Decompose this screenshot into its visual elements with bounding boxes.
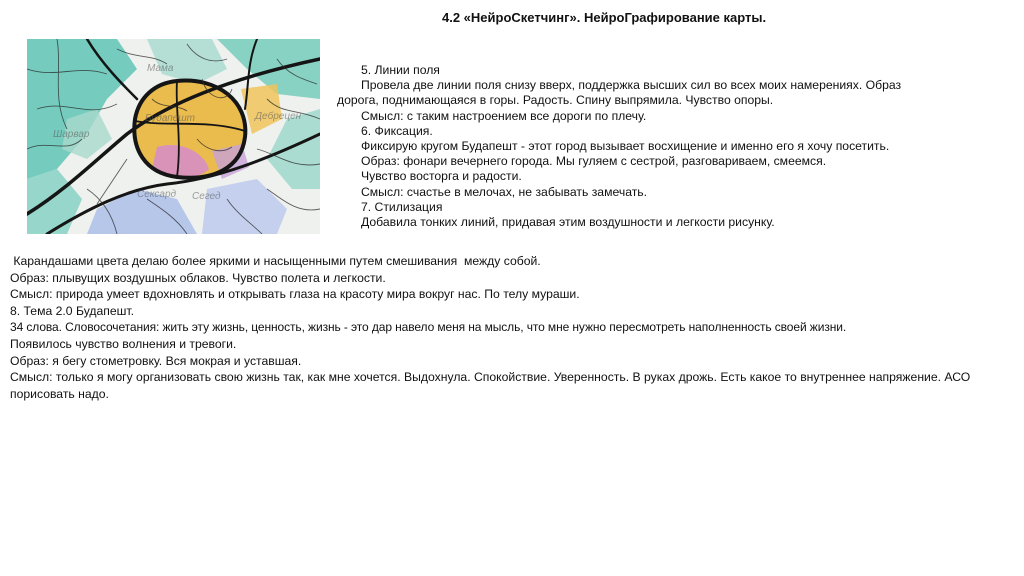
slide-title: 4.2 «НейроСкетчинг». НейроГрафирование карты. [442, 10, 767, 25]
text-line: Образ: плывущих воздушных облаков. Чувство полета и легкости. [10, 270, 386, 285]
right-text-block [337, 63, 901, 230]
text-line: Фиксирую кругом Будапешт - этот город вызывает восхищение и именно его я хочу посетить. [361, 139, 890, 154]
text-line: 6. Фиксация. [361, 123, 433, 138]
text-line: Добавила тонких линий, придавая этим воздушности и легкости рисунку. [361, 215, 775, 230]
neurographic-map-image [27, 39, 320, 234]
text-line: Образ: я бегу стометровку. Вся мокрая и уставшая. [10, 353, 302, 368]
text-line: Карандашами цвета делаю более яркими и насыщенными путем смешивания между собой. [10, 254, 541, 268]
svg-text:Мама: Мама [147, 63, 174, 74]
svg-text:Сексард: Сексард [137, 189, 177, 200]
text-line: 8. Тема 2.0 Будапешт. [10, 303, 135, 318]
svg-text:Дебрецен: Дебрецен [255, 111, 302, 122]
text-line: Образ: фонари вечернего города. Мы гуляем с сестрой, разговариваем, смеемся. [361, 154, 827, 169]
svg-text:Сегед: Сегед [192, 191, 221, 202]
text-line: Смысл: только я могу организовать свою жизнь так, как мне хочется. Выдохнула. Спокойствие. Уверенность. В руках дрожь. Есть какое то внутреннее напряжение. АСО порисовать надо. [10, 370, 971, 401]
text-line: Провела две линии поля снизу вверх, поддержка высших сил во всех моих намерениях. Образ [361, 78, 902, 93]
text-line: 7. Стилизация [361, 199, 443, 214]
bottom-text-block [10, 253, 1020, 402]
svg-text:Будапешт: Будапешт [145, 113, 195, 124]
text-line: 5. Линии поля [361, 63, 440, 77]
text-line: Смысл: с таким настроением все дороги по плечу. [361, 108, 647, 123]
text-line: Появилось чувство волнения и тревоги. [10, 336, 237, 351]
text-line: Чувство восторга и радости. [361, 169, 522, 184]
text-line: дорога, поднимающаяся в горы. Радость. Спину выпрямила. Чувство опоры. [337, 93, 774, 108]
text-line: Смысл: природа умеет вдохновлять и открывать глаза на красоту мира вокруг нас. По телу мураши. [10, 287, 580, 302]
text-line: 34 слова. Словосочетания: жить эту жизнь, ценность, жизнь - это дар навело меня на мысль, что мне нужно пересмотреть наполненность своей жизни. [10, 320, 847, 335]
svg-text:Шарвар: Шарвар [53, 129, 90, 140]
text-line: Смысл: счастье в мелочах, не забывать замечать. [361, 184, 648, 199]
